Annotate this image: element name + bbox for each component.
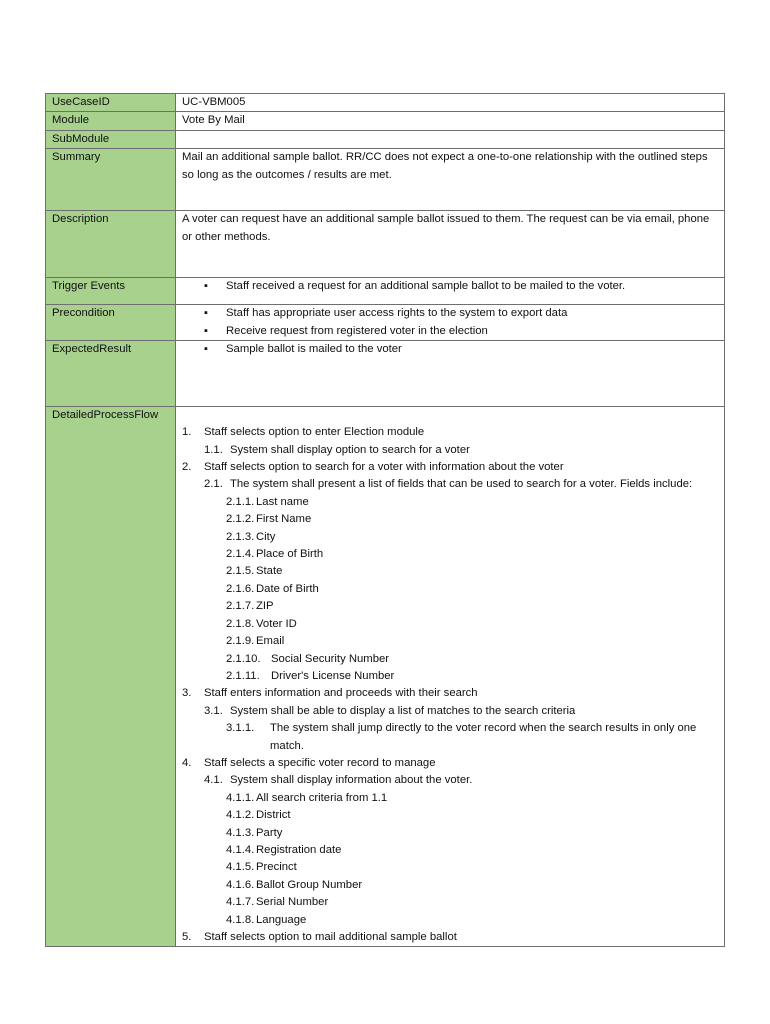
summary-value [176, 149, 725, 211]
precondition-item: ▪ Receive request from registered voter in the election [182, 323, 718, 340]
precondition-label: Precondition [46, 305, 176, 341]
flow-value [176, 407, 725, 947]
flow-step [182, 703, 718, 720]
description-label: Description [46, 211, 176, 278]
step-text: Social Security Number [271, 652, 390, 665]
use-case-table [45, 93, 725, 947]
step-text: First Name [256, 513, 312, 526]
flow-step [182, 546, 718, 563]
usecaseid-value: UC-VBM005 [176, 94, 725, 112]
description-row [46, 211, 725, 278]
module-label: Module [46, 112, 176, 130]
trigger-list [182, 278, 718, 295]
step-number: 4.1.3. [226, 826, 255, 839]
flow-step [182, 459, 718, 476]
step-number: 4.1.1. [226, 791, 255, 804]
step-number: 4.1.4. [226, 843, 255, 856]
step-text: ZIP [256, 600, 274, 613]
trigger-row [46, 278, 725, 305]
expected-row [46, 341, 725, 407]
description-value [176, 211, 725, 278]
summary-label: Summary [46, 149, 176, 211]
flow-step [182, 720, 718, 755]
step-text: Voter ID [256, 617, 297, 630]
step-number: 4.1.5. [226, 861, 255, 874]
step-number: 4.1.2. [226, 809, 255, 822]
submodule-label: SubModule [46, 130, 176, 148]
usecaseid-label: UseCaseID [46, 94, 176, 112]
expected-item: ▪ Sample ballot is mailed to the voter [182, 341, 718, 358]
submodule-row [46, 130, 725, 148]
step-number: 2.1.1. [226, 495, 255, 508]
trigger-item: ▪ Staff received a request for an additional sample ballot to be mailed to the voter. [182, 278, 718, 295]
step-number: 2.1.11. [226, 669, 260, 682]
description-text: A voter can request have an additional sample ballot issued to them. The request can be via email, phone or other methods. [182, 213, 710, 243]
step-text: Date of Birth [256, 582, 319, 595]
precondition-list [182, 305, 718, 340]
step-number: 2.1.9. [226, 635, 255, 648]
flow-step [182, 877, 718, 894]
step-text: Place of Birth [256, 548, 324, 561]
flow-label: DetailedProcessFlow [46, 407, 176, 947]
step-text: State [256, 565, 283, 578]
process-flow [182, 424, 718, 946]
step-number: 2. [182, 461, 192, 474]
step-text: Registration date [256, 843, 342, 856]
step-number: 2.1.5. [226, 565, 255, 578]
step-text: Language [256, 913, 307, 926]
flow-step [182, 894, 718, 911]
step-text: The system shall present a list of fields that can be used to search for a voter. Fields include: [230, 478, 693, 491]
step-number: 3.1. [204, 704, 223, 717]
step-text: Staff selects option to mail additional sample ballot [204, 931, 457, 943]
flow-step [182, 668, 718, 685]
step-text: Precinct [256, 861, 297, 874]
precondition-item: ▪ Staff has appropriate user access rights to the system to export data [182, 305, 718, 322]
trigger-value [176, 278, 725, 305]
flow-step [182, 825, 718, 842]
flow-step [182, 598, 718, 615]
step-text: District [256, 809, 291, 822]
flow-step [182, 807, 718, 824]
summary-row [46, 149, 725, 211]
precondition-row [46, 305, 725, 341]
step-text: System shall be able to display a list of matches to the search criteria [230, 704, 576, 717]
expected-label: ExpectedResult [46, 341, 176, 407]
module-value: Vote By Mail [176, 112, 725, 130]
step-text: Driver's License Number [271, 669, 395, 682]
step-number: 5. [182, 931, 192, 943]
flow-step [182, 842, 718, 859]
step-number: 4. [182, 756, 192, 769]
flow-step [182, 790, 718, 807]
step-number: 2.1. [204, 478, 223, 491]
flow-step [182, 685, 718, 702]
step-text: Party [256, 826, 283, 839]
step-number: 2.1.6. [226, 582, 255, 595]
step-text: Ballot Group Number [256, 878, 363, 891]
flow-row [46, 407, 725, 947]
flow-step [182, 424, 718, 441]
step-text: Email [256, 635, 285, 648]
step-number: 2.1.2. [226, 513, 255, 526]
usecaseid-row [46, 94, 725, 112]
flow-step [182, 563, 718, 580]
flow-step [182, 442, 718, 459]
flow-step [182, 755, 718, 772]
expected-value [176, 341, 725, 407]
module-row [46, 112, 725, 130]
flow-step [182, 616, 718, 633]
step-number: 4.1. [204, 774, 223, 787]
step-text: Serial Number [256, 896, 329, 909]
step-text: System shall display option to search for a voter [230, 443, 470, 456]
step-text: City [256, 530, 276, 543]
flow-step [182, 494, 718, 511]
flow-step [182, 511, 718, 528]
step-text: All search criteria from 1.1 [256, 791, 388, 804]
step-number: 3. [182, 687, 192, 700]
step-number: 2.1.8. [226, 617, 255, 630]
precondition-value [176, 305, 725, 341]
flow-step [182, 651, 718, 668]
step-number: 1.1. [204, 443, 223, 456]
flow-step [182, 529, 718, 546]
step-text: Staff selects a specific voter record to manage [204, 756, 436, 769]
step-text: Staff selects option to search for a voter with information about the voter [204, 461, 564, 474]
step-number: 4.1.6. [226, 878, 255, 891]
step-text: Staff selects option to enter Election module [204, 426, 425, 439]
step-number: 2.1.4. [226, 548, 255, 561]
step-number: 2.1.7. [226, 600, 255, 613]
flow-step [182, 772, 718, 789]
submodule-value [176, 130, 725, 148]
trigger-label: Trigger Events [46, 278, 176, 305]
step-text: Last name [256, 495, 309, 508]
flow-step [182, 912, 718, 929]
flow-step [182, 859, 718, 876]
step-number: 4.1.7. [226, 896, 255, 909]
step-text: System shall display information about the voter. [230, 774, 473, 787]
expected-list [182, 341, 718, 358]
step-number: 1. [182, 426, 192, 439]
flow-step [182, 929, 718, 946]
summary-text: Mail an additional sample ballot. RR/CC does not expect a one-to-one relationship with the outlined steps so long as the outcomes / results are met. [182, 151, 708, 181]
flow-step [182, 633, 718, 650]
step-number: 2.1.10. [226, 652, 261, 665]
flow-step [182, 581, 718, 598]
step-text: Staff enters information and proceeds with their search [204, 687, 478, 700]
step-text: The system shall jump directly to the voter record when the search results in only one match. [270, 722, 697, 752]
step-number: 2.1.3. [226, 530, 255, 543]
step-number: 4.1.8. [226, 913, 255, 926]
flow-step [182, 476, 718, 493]
step-number: 3.1.1. [226, 722, 255, 735]
